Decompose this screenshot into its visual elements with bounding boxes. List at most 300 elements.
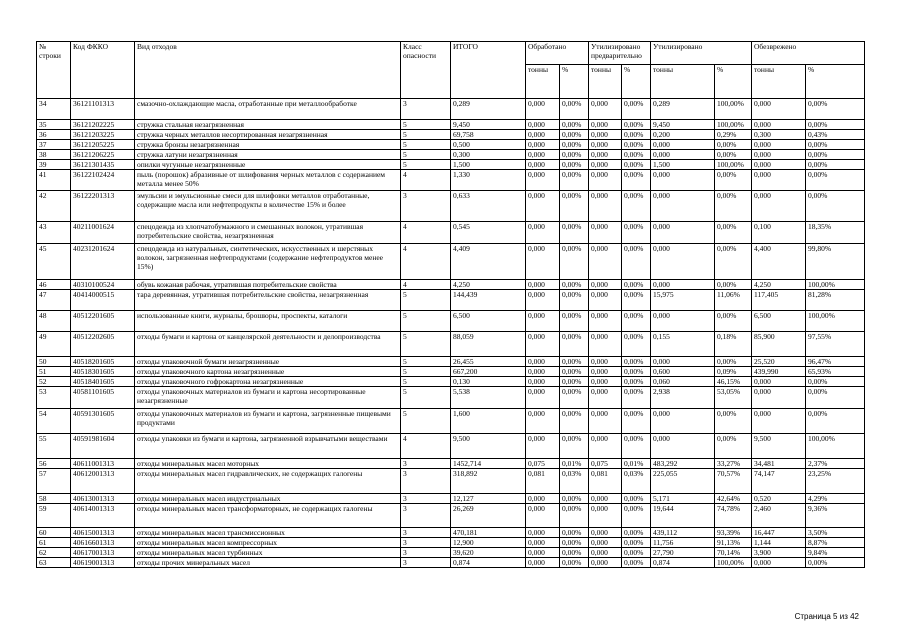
processed-pct: 0,00% [560, 160, 589, 170]
neutralized-tons: 0,000 [752, 160, 806, 170]
fkko-code: 40414000515 [71, 290, 135, 311]
total-tons: 26,455 [451, 357, 526, 367]
row-number: 49 [37, 332, 71, 357]
neutralized-pct: 0,00% [806, 120, 865, 130]
neutralized-tons: 16,447 [752, 528, 806, 538]
total-tons: 69,758 [451, 130, 526, 140]
utilized-tons: 0,000 [651, 280, 715, 290]
total-tons: 0,874 [451, 558, 526, 568]
utilized-pre-tons: 0,000 [589, 150, 622, 160]
neutralized-tons: 0,000 [752, 120, 806, 130]
utilized-pre-pct: 0,00% [622, 377, 651, 387]
row-number: 41 [37, 170, 71, 191]
utilized-pre-tons: 0,000 [589, 280, 622, 290]
utilized-pre-pct: 0,00% [622, 494, 651, 504]
utilized-pre-tons: 0,000 [589, 434, 622, 459]
utilized-pre-tons: 0,000 [589, 377, 622, 387]
neutralized-pct: 100,00% [806, 280, 865, 290]
utilized-pct: 100,00% [715, 99, 752, 120]
utilized-tons: 0,000 [651, 409, 715, 434]
utilized-tons: 0,000 [651, 244, 715, 280]
neutralized-pct: 99,80% [806, 244, 865, 280]
subheader-tons: тонны [651, 65, 715, 99]
fkko-code: 40616601313 [71, 538, 135, 548]
neutralized-pct: 0,00% [806, 377, 865, 387]
utilized-pre-pct: 0,00% [622, 99, 651, 120]
waste-name: пыль (порошок) абразивные от шлифования черных металлов с содержанием металла менее 50% [135, 170, 401, 191]
row-number: 43 [37, 222, 71, 244]
utilized-pre-pct: 0,00% [622, 130, 651, 140]
total-tons: 1,500 [451, 160, 526, 170]
utilized-tons: 0,874 [651, 558, 715, 568]
utilized-pre-tons: 0,081 [589, 469, 622, 494]
utilized-pre-tons: 0,000 [589, 558, 622, 568]
fkko-code: 36121206225 [71, 150, 135, 160]
total-tons: 9,450 [451, 120, 526, 130]
total-tons: 5,538 [451, 387, 526, 409]
utilized-pre-tons: 0,000 [589, 99, 622, 120]
utilized-pct: 0,00% [715, 357, 752, 367]
utilized-pct: 0,09% [715, 367, 752, 377]
row-number: 38 [37, 150, 71, 160]
neutralized-pct: 0,00% [806, 140, 865, 150]
utilized-tons: 0,600 [651, 367, 715, 377]
neutralized-tons: 34,481 [752, 459, 806, 469]
fkko-code: 40591301605 [71, 409, 135, 434]
waste-name: отходы минеральных масел моторных [135, 459, 401, 469]
neutralized-pct: 8,87% [806, 538, 865, 548]
table-row [37, 377, 865, 387]
utilized-pre-pct: 0,00% [622, 170, 651, 191]
total-tons: 0,500 [451, 140, 526, 150]
neutralized-pct: 4,29% [806, 494, 865, 504]
page-number: Страница 5 из 42 [794, 612, 859, 621]
utilized-pre-pct: 0,00% [622, 150, 651, 160]
total-tons: 26,269 [451, 504, 526, 528]
utilized-tons: 19,644 [651, 504, 715, 528]
total-tons: 1,600 [451, 409, 526, 434]
total-tons: 318,892 [451, 469, 526, 494]
hazard-class: 3 [401, 494, 451, 504]
utilized-tons: 225,055 [651, 469, 715, 494]
processed-pct: 0,00% [560, 280, 589, 290]
waste-name: отходы упаковочного картона незагрязненные [135, 367, 401, 377]
row-number: 42 [37, 191, 71, 222]
table-row [37, 459, 865, 469]
processed-pct: 0,00% [560, 409, 589, 434]
utilized-tons: 27,790 [651, 548, 715, 558]
processed-tons: 0,000 [526, 311, 560, 332]
processed-pct: 0,00% [560, 377, 589, 387]
processed-pct: 0,00% [560, 494, 589, 504]
subheader-pct: % [715, 65, 752, 99]
utilized-pct: 46,15% [715, 377, 752, 387]
table-row [37, 280, 865, 290]
row-number: 60 [37, 528, 71, 538]
utilized-pct: 0,00% [715, 222, 752, 244]
neutralized-tons: 117,405 [752, 290, 806, 311]
utilized-pre-pct: 0,00% [622, 548, 651, 558]
fkko-code: 36121101313 [71, 99, 135, 120]
neutralized-tons: 439,990 [752, 367, 806, 377]
hazard-class: 4 [401, 244, 451, 280]
utilized-pct: 0,29% [715, 130, 752, 140]
processed-pct: 0,00% [560, 504, 589, 528]
header-processed: Обработано [526, 42, 589, 65]
row-number: 34 [37, 99, 71, 120]
utilized-pre-tons: 0,000 [589, 290, 622, 311]
header-waste-type: Вид отходов [135, 42, 401, 99]
processed-tons: 0,081 [526, 469, 560, 494]
hazard-class: 5 [401, 160, 451, 170]
table-row [37, 290, 865, 311]
total-tons: 4,250 [451, 280, 526, 290]
processed-tons: 0,000 [526, 99, 560, 120]
header-code: Код ФККО [71, 42, 135, 99]
row-number: 39 [37, 160, 71, 170]
processed-pct: 0,00% [560, 548, 589, 558]
utilized-pre-tons: 0,000 [589, 140, 622, 150]
table-row [37, 311, 865, 332]
utilized-pct: 11,06% [715, 290, 752, 311]
utilized-pct: 100,00% [715, 120, 752, 130]
hazard-class: 5 [401, 290, 451, 311]
utilized-tons: 15,975 [651, 290, 715, 311]
utilized-pct: 0,00% [715, 434, 752, 459]
processed-pct: 0,00% [560, 558, 589, 568]
table-row [37, 332, 865, 357]
fkko-code: 36121301435 [71, 160, 135, 170]
neutralized-tons: 4,400 [752, 244, 806, 280]
utilized-pre-pct: 0,00% [622, 558, 651, 568]
fkko-code: 40518301605 [71, 367, 135, 377]
processed-tons: 0,000 [526, 377, 560, 387]
neutralized-pct: 9,84% [806, 548, 865, 558]
waste-name: тара деревянная, утратившая потребительские свойства, незагрязненная [135, 290, 401, 311]
fkko-code: 40619001313 [71, 558, 135, 568]
utilized-pre-pct: 0,00% [622, 160, 651, 170]
utilized-tons: 9,450 [651, 120, 715, 130]
processed-tons: 0,000 [526, 538, 560, 548]
hazard-class: 5 [401, 130, 451, 140]
utilized-tons: 0,000 [651, 170, 715, 191]
hazard-class: 3 [401, 528, 451, 538]
neutralized-tons: 0,000 [752, 409, 806, 434]
utilized-pre-tons: 0,000 [589, 332, 622, 357]
processed-pct: 0,00% [560, 191, 589, 222]
utilized-pre-pct: 0,00% [622, 538, 651, 548]
utilized-pre-pct: 0,00% [622, 504, 651, 528]
total-tons: 6,500 [451, 311, 526, 332]
table-row [37, 387, 865, 409]
utilized-pre-pct: 0,00% [622, 191, 651, 222]
table-row [37, 357, 865, 367]
utilized-pre-tons: 0,000 [589, 538, 622, 548]
neutralized-tons: 0,000 [752, 150, 806, 160]
subheader-pct: % [806, 65, 865, 99]
total-tons: 667,200 [451, 367, 526, 377]
utilized-pre-pct: 0,00% [622, 434, 651, 459]
header-row-no: № строки [37, 42, 71, 99]
hazard-class: 5 [401, 409, 451, 434]
utilized-pre-pct: 0,00% [622, 280, 651, 290]
hazard-class: 3 [401, 558, 451, 568]
utilized-pre-tons: 0,000 [589, 367, 622, 377]
utilized-tons: 1,500 [651, 160, 715, 170]
processed-tons: 0,000 [526, 244, 560, 280]
total-tons: 0,545 [451, 222, 526, 244]
waste-name: использованные книги, журналы, брошюры, проспекты, каталоги [135, 311, 401, 332]
processed-pct: 0,00% [560, 170, 589, 191]
waste-name: отходы прочих минеральных масел [135, 558, 401, 568]
hazard-class: 5 [401, 150, 451, 160]
hazard-class: 5 [401, 357, 451, 367]
processed-pct: 0,03% [560, 469, 589, 494]
neutralized-tons: 25,520 [752, 357, 806, 367]
utilized-pre-tons: 0,000 [589, 191, 622, 222]
row-number: 50 [37, 357, 71, 367]
processed-tons: 0,000 [526, 332, 560, 357]
utilized-tons: 0,000 [651, 357, 715, 367]
processed-tons: 0,000 [526, 280, 560, 290]
utilized-pre-tons: 0,000 [589, 409, 622, 434]
utilized-pre-tons: 0,075 [589, 459, 622, 469]
fkko-code: 40310100524 [71, 280, 135, 290]
neutralized-pct: 81,28% [806, 290, 865, 311]
utilized-pre-pct: 0,00% [622, 367, 651, 377]
utilized-pct: 0,00% [715, 244, 752, 280]
table-row [37, 538, 865, 548]
utilized-pct: 93,39% [715, 528, 752, 538]
hazard-class: 3 [401, 99, 451, 120]
total-tons: 470,181 [451, 528, 526, 538]
utilized-pre-tons: 0,000 [589, 528, 622, 538]
row-number: 58 [37, 494, 71, 504]
utilized-tons: 0,289 [651, 99, 715, 120]
utilized-tons: 483,292 [651, 459, 715, 469]
neutralized-pct: 9,36% [806, 504, 865, 528]
fkko-code: 40581101605 [71, 387, 135, 409]
table-row [37, 160, 865, 170]
utilized-pre-pct: 0,00% [622, 290, 651, 311]
fkko-code: 36122102424 [71, 170, 135, 191]
row-number: 47 [37, 290, 71, 311]
utilized-pre-pct: 0,00% [622, 120, 651, 130]
waste-name: отходы минеральных масел турбинных [135, 548, 401, 558]
processed-pct: 0,00% [560, 434, 589, 459]
table-row [37, 504, 865, 528]
table-row [37, 558, 865, 568]
processed-tons: 0,000 [526, 160, 560, 170]
waste-name: отходы упаковочных материалов из бумаги и картона несортированные незагрязненные [135, 387, 401, 409]
utilized-tons: 0,000 [651, 434, 715, 459]
neutralized-pct: 23,25% [806, 469, 865, 494]
utilized-pre-tons: 0,000 [589, 311, 622, 332]
utilized-pct: 53,05% [715, 387, 752, 409]
subheader-pct: % [560, 65, 589, 99]
utilized-pre-tons: 0,000 [589, 494, 622, 504]
neutralized-tons: 85,900 [752, 332, 806, 357]
total-tons: 9,500 [451, 434, 526, 459]
utilized-pre-pct: 0,00% [622, 140, 651, 150]
utilized-pre-pct: 0,00% [622, 311, 651, 332]
neutralized-pct: 100,00% [806, 434, 865, 459]
total-tons: 0,289 [451, 99, 526, 120]
row-number: 51 [37, 367, 71, 377]
utilized-pre-pct: 0,00% [622, 409, 651, 434]
utilized-tons: 0,000 [651, 150, 715, 160]
processed-pct: 0,00% [560, 387, 589, 409]
processed-tons: 0,000 [526, 558, 560, 568]
fkko-code: 40613001313 [71, 494, 135, 504]
fkko-code: 40612001313 [71, 469, 135, 494]
hazard-class: 3 [401, 191, 451, 222]
waste-name: отходы минеральных масел трансмиссионных [135, 528, 401, 538]
processed-tons: 0,000 [526, 528, 560, 538]
total-tons: 4,409 [451, 244, 526, 280]
utilized-pct: 0,00% [715, 409, 752, 434]
waste-name: смазочно-охлаждающие масла, отработанные при металлообработке [135, 99, 401, 120]
waste-name: отходы упаковочной бумаги незагрязненные [135, 357, 401, 367]
waste-name: стружка стальная незагрязненная [135, 120, 401, 130]
neutralized-tons: 0,000 [752, 99, 806, 120]
subheader-pct: % [622, 65, 651, 99]
neutralized-pct: 0,00% [806, 387, 865, 409]
total-tons: 1,330 [451, 170, 526, 191]
neutralized-pct: 97,55% [806, 332, 865, 357]
waste-name: обувь кожаная рабочая, утратившая потребительские свойства [135, 280, 401, 290]
processed-pct: 0,00% [560, 222, 589, 244]
neutralized-pct: 3,50% [806, 528, 865, 538]
utilized-pre-pct: 0,00% [622, 222, 651, 244]
row-number: 35 [37, 120, 71, 130]
processed-pct: 0,00% [560, 150, 589, 160]
utilized-tons: 0,200 [651, 130, 715, 140]
neutralized-tons: 0,520 [752, 494, 806, 504]
utilized-pct: 42,64% [715, 494, 752, 504]
row-number: 56 [37, 459, 71, 469]
neutralized-tons: 0,000 [752, 140, 806, 150]
utilized-pre-tons: 0,000 [589, 548, 622, 558]
utilized-pct: 33,27% [715, 459, 752, 469]
row-number: 61 [37, 538, 71, 548]
row-number: 36 [37, 130, 71, 140]
utilized-tons: 0,000 [651, 140, 715, 150]
utilized-tons: 0,000 [651, 222, 715, 244]
waste-name: стружка бронзы незагрязненная [135, 140, 401, 150]
table-row [37, 140, 865, 150]
total-tons: 0,130 [451, 377, 526, 387]
processed-tons: 0,075 [526, 459, 560, 469]
waste-name: спецодежда из хлопчатобумажного и смешанных волокон, утратившая потребительские свойства, незагрязненная [135, 222, 401, 244]
waste-name: отходы минеральных масел трансформаторных, не содержащих галогены [135, 504, 401, 528]
fkko-code: 40615001313 [71, 528, 135, 538]
processed-tons: 0,000 [526, 150, 560, 160]
processed-pct: 0,00% [560, 367, 589, 377]
hazard-class: 3 [401, 469, 451, 494]
total-tons: 12,127 [451, 494, 526, 504]
row-number: 45 [37, 244, 71, 280]
row-number: 59 [37, 504, 71, 528]
utilized-pre-tons: 0,000 [589, 222, 622, 244]
row-number: 62 [37, 548, 71, 558]
hazard-class: 5 [401, 332, 451, 357]
fkko-code: 36122201313 [71, 191, 135, 222]
row-number: 57 [37, 469, 71, 494]
table-row [37, 548, 865, 558]
processed-tons: 0,000 [526, 387, 560, 409]
utilized-tons: 2,938 [651, 387, 715, 409]
total-tons: 1452,714 [451, 459, 526, 469]
neutralized-tons: 0,000 [752, 387, 806, 409]
utilized-pre-pct: 0,00% [622, 528, 651, 538]
header-utilized-pre: Утилизировано предварительно [589, 42, 651, 65]
hazard-class: 4 [401, 434, 451, 459]
fkko-code: 40512201605 [71, 311, 135, 332]
row-number: 54 [37, 409, 71, 434]
fkko-code: 36121203225 [71, 130, 135, 140]
utilized-pct: 0,00% [715, 280, 752, 290]
total-tons: 39,620 [451, 548, 526, 558]
hazard-class: 3 [401, 538, 451, 548]
neutralized-tons: 9,500 [752, 434, 806, 459]
processed-pct: 0,00% [560, 311, 589, 332]
waste-name: отходы бумаги и картона от канцелярской деятельности и делопроизводства [135, 332, 401, 357]
row-number: 55 [37, 434, 71, 459]
neutralized-tons: 0,000 [752, 170, 806, 191]
subheader-tons: тонны [752, 65, 806, 99]
table-row [37, 150, 865, 160]
processed-pct: 0,00% [560, 538, 589, 548]
waste-name: спецодежда из натуральных, синтетических, искусственных и шерстяных волокон, загрязненная нефтепродуктами (содержание нефтепродуктов менее 15%) [135, 244, 401, 280]
fkko-code: 40611001313 [71, 459, 135, 469]
processed-tons: 0,000 [526, 191, 560, 222]
utilized-pct: 0,00% [715, 191, 752, 222]
table-row [37, 99, 865, 120]
utilized-pre-pct: 0,00% [622, 357, 651, 367]
utilized-pct: 91,13% [715, 538, 752, 548]
table-row [37, 434, 865, 459]
neutralized-tons: 1,144 [752, 538, 806, 548]
neutralized-pct: 65,93% [806, 367, 865, 377]
hazard-class: 3 [401, 504, 451, 528]
hazard-class: 4 [401, 280, 451, 290]
hazard-class: 5 [401, 377, 451, 387]
row-number: 46 [37, 280, 71, 290]
processed-tons: 0,000 [526, 409, 560, 434]
utilized-pct: 70,14% [715, 548, 752, 558]
table-row [37, 170, 865, 191]
utilized-pct: 0,00% [715, 150, 752, 160]
utilized-pct: 0,00% [715, 170, 752, 191]
utilized-tons: 11,756 [651, 538, 715, 548]
row-number: 53 [37, 387, 71, 409]
neutralized-pct: 0,00% [806, 160, 865, 170]
total-tons: 0,300 [451, 150, 526, 160]
hazard-class: 3 [401, 548, 451, 558]
neutralized-tons: 0,000 [752, 191, 806, 222]
neutralized-pct: 0,00% [806, 99, 865, 120]
neutralized-tons: 0,300 [752, 130, 806, 140]
waste-name: отходы упаковки из бумаги и картона, загрязненной взрывчатыми веществами [135, 434, 401, 459]
waste-name: отходы минеральных масел гидравлических, не содержащих галогены [135, 469, 401, 494]
fkko-code: 40518401605 [71, 377, 135, 387]
neutralized-tons: 6,500 [752, 311, 806, 332]
processed-tons: 0,000 [526, 290, 560, 311]
utilized-pre-tons: 0,000 [589, 120, 622, 130]
neutralized-tons: 0,100 [752, 222, 806, 244]
utilized-pre-tons: 0,000 [589, 357, 622, 367]
